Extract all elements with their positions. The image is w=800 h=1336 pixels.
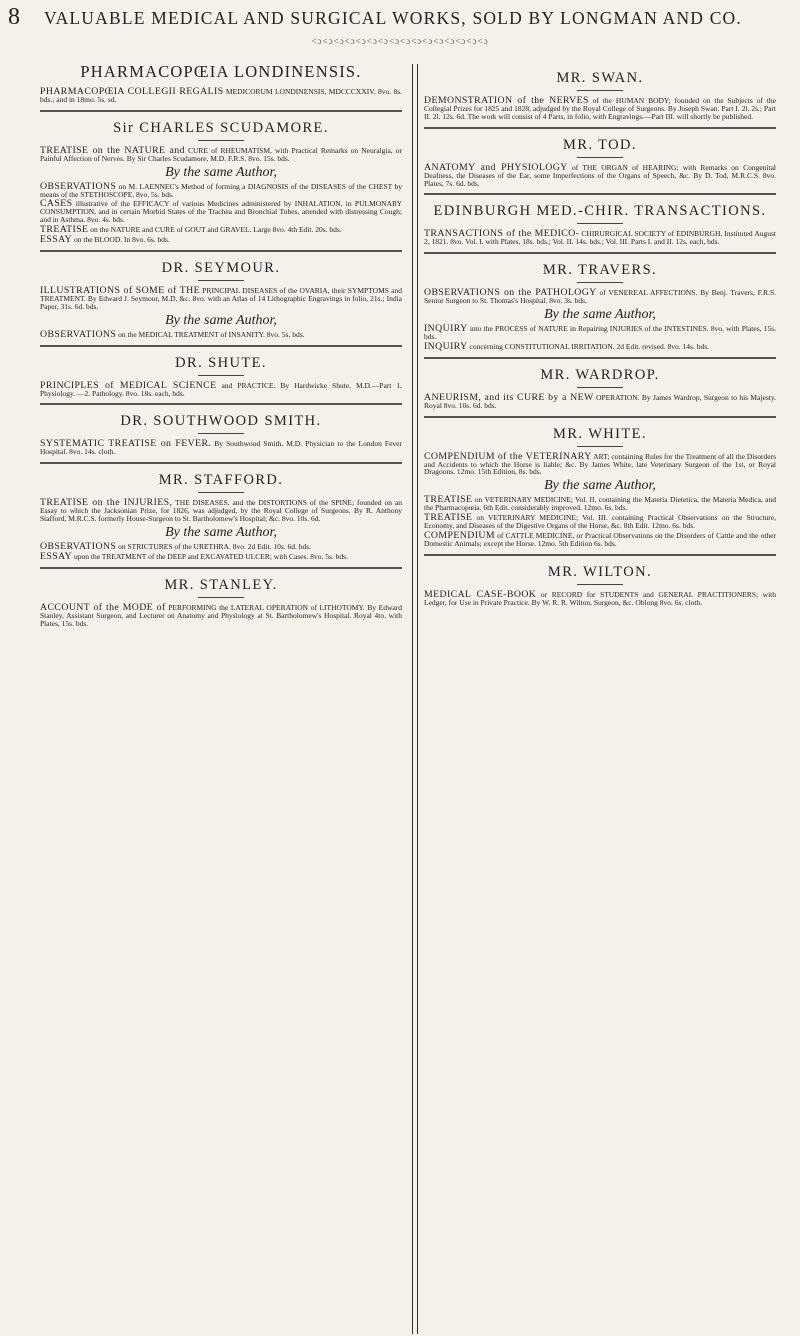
author-dash: [577, 157, 623, 158]
entry-details: or RECORD for STUDENTS and GENERAL PRACTITIONERS; with Ledger, for Use in Private Practice. By W. R. R. Wilton, Surgeon, &c. Oblong 8vo. 6s. cloth.: [424, 589, 776, 607]
entry-details: of THE ORGAN of HEARING; with Remarks on Congenital Deafness, the Diseases of the Ear, some Imperfections of the Organs of Speech, &c. By D. Tod, M.R.C.S. 8vo. Plates, 7s. 6d. bds.: [424, 162, 776, 188]
column-heading: PHARMACOPŒIA LONDINENSIS.: [80, 62, 362, 81]
book-entry: [40, 440, 402, 456]
section-rule: [424, 127, 776, 129]
book-entry: [40, 236, 402, 244]
book-entry: [40, 328, 402, 340]
entry-details: of CATTLE MEDICINE, or Practical Observations on the Disorders of Cattle and the other Domestic Animals; except the Horse. 12mo. 5th Edition 6s. bds.: [424, 530, 776, 548]
header-title: VALUABLE MEDICAL AND SURGICAL WORKS, SOLD BY LONGMAN AND CO.: [44, 8, 742, 28]
entry-details: of VENEREAL AFFECTIONS. By Benj. Travers, F.R.S. Senior Surgeon to St. Thomas's Hospital. 8vo. 3s. bds.: [424, 288, 776, 306]
book-entry: [40, 550, 402, 562]
entry-details: on VETERINARY MEDICINE; Vol. III. containing Practical Observations on the Structure, Economy, and Diseases of the Digestive Organs of the Horse, &c. 8th Edit. 12mo. 6s. bds.: [424, 513, 776, 531]
book-entry: [40, 540, 402, 552]
entry-title: PRINCIPLES of MEDICAL SCIENCE: [40, 379, 217, 391]
entry-details: on STRICTURES of the URETHRA. 8vo. 2d Edit. 10s. 6d. bds.: [116, 541, 312, 551]
entry-title: OBSERVATIONS: [40, 328, 117, 340]
author-heading: DR. SEYMOUR.: [161, 259, 281, 276]
entry-title: TREATISE: [40, 224, 89, 236]
book-entry: [40, 200, 402, 224]
book-entry: [40, 144, 403, 163]
entry-details: OPERATION. By James Wardrop, Surgeon to his Majesty. Royal 8vo. 10s. 6d. bds.: [424, 392, 776, 410]
author-heading: MR. STAFFORD.: [158, 472, 284, 489]
running-header: [8, 4, 788, 31]
entry-details: upon the TREATMENT of the DEEP and EXCAVATED ULCER; with Cases. 8vo. 5s. bds.: [72, 551, 348, 561]
entry-title: COMPENDIUM: [424, 529, 495, 541]
book-entry: [424, 161, 776, 188]
entry-title: SYSTEMATIC TREATISE on FEVER.: [40, 438, 212, 450]
entry-title: CASES: [40, 198, 73, 210]
author-dash: [198, 280, 244, 281]
author-heading: MR. STANLEY.: [164, 576, 278, 593]
author-heading: Sir CHARLES SCUDAMORE.: [113, 119, 329, 136]
author-dash: [577, 387, 623, 388]
same-author-note: By the same Author,: [165, 524, 277, 540]
book-entry: [40, 226, 402, 234]
entry-details: and PRACTICE. By Hardwicke Shute, M.D.—Part 1. Physiology. —2. Pathology. 8vo. 18s. each, bds.: [40, 380, 402, 398]
author-heading: EDINBURGH MED.-CHIR. TRANSACTIONS.: [433, 203, 767, 220]
entry-details: on VETERINARY MEDICINE; Vol. II. containing the Materia Dietetica, the Materia Medica, and the Pharmacopœia. 6th Edit. considerably improved. 12mo. 6s. bds.: [424, 495, 776, 513]
author-dash: [577, 584, 623, 585]
book-entry: [424, 230, 776, 246]
book-entry: [40, 379, 402, 398]
author-dash: [577, 223, 623, 224]
book-entry: [424, 514, 776, 530]
entry-details: ART; containing Rules for the Treatment of all the Disorders and Accidents to which the Horse is liable; &c. By James White, late Veterinary Surgeon of the 1st, or Royal Dragoons. 12mo. 15th Edition, 8s. bds.: [424, 451, 776, 477]
entry-title: OBSERVATIONS on the PATHOLOGY: [424, 287, 597, 299]
same-author-note: By the same Author,: [544, 478, 656, 494]
page-number: 8: [8, 4, 22, 30]
entry-title: ESSAY: [40, 234, 73, 246]
author-heading: DR. SHUTE.: [175, 354, 267, 371]
entry-title: MEDICAL CASE-BOOK: [424, 588, 537, 600]
entry-title: INQUIRY: [424, 340, 468, 352]
book-entry: [424, 97, 776, 121]
author-dash: [198, 492, 244, 493]
entry-title: ANEURISM, and its CURE by a NEW: [424, 391, 594, 403]
entry-details: concerning CONSTITUTIONAL IRRITATION. 2d Edit. revised. 8vo. 14s. bds.: [467, 341, 710, 351]
book-entry: [424, 325, 776, 341]
author-dash: [198, 433, 244, 434]
entry-title: TREATISE: [424, 512, 473, 524]
author-heading: MR. TRAVERS.: [542, 262, 658, 279]
entry-details: illustrative of the EFFICACY of various Medicines administered by INHALATION, in PULMONARY CONSUMPTION, and in certain Morbid States of the Trachea and Bronchial Tubes, attended with distressing Cough; and in Asthma. 8vo. 4s. bds.: [40, 199, 402, 225]
author-heading: MR. WILTON.: [547, 563, 653, 580]
book-entry: [424, 340, 776, 352]
book-entry: [424, 391, 776, 410]
section-rule: [424, 554, 776, 556]
entry-details: PERFORMING the LATERAL OPERATION of LITHOTOMY. By Edward Stanley, Assistant Surgeon, and Lecturer on Anatomy and Physiology at St. Bartholomew's Hospital. Royal 4to. with Plates, 15s. bds.: [40, 602, 402, 628]
section-rule: [424, 193, 776, 195]
entry-details: MEDICORUM LONDINENSIS, MDCCCXXIV. 8vo. 8s. bds.; and in 18mo. 5s. sd.: [40, 87, 402, 104]
entry-details: PRINCIPAL DISEASES of the OVARIA, their SYMPTOMS and TREATMENT. By Edward J. Seymour, M.D. &c. 8vo. with an Atlas of 14 Lithographic Engravings in folio, 21s.; India Paper, 31s. 6d. bds.: [40, 285, 402, 311]
right-column: [424, 62, 776, 1336]
entry-details: of the HUMAN BODY; founded on the Subjects of the Collegial Prizes for 1825 and 1828, adjudged by the Royal College of Surgeons. By Joseph Swan. Part I. 2l. 2s.; Part II. 2l. 12s. 6d. The work will consist of 4 Parts, in folio, with Engravings.—Part III. will shortly be published.: [424, 96, 776, 121]
left-column: [40, 62, 402, 1336]
section-rule: [40, 110, 402, 112]
entry-title: OBSERVATIONS: [40, 540, 117, 552]
author-dash: [577, 90, 623, 91]
author-dash: [198, 597, 244, 598]
entry-title: OBSERVATIONS: [40, 180, 117, 192]
entry-details: on M. LAENNEC's Method of forming a DIAGNOSIS of the DISEASES of the CHEST by means of the STETHOSCOPE. 8vo. 5s. bds.: [40, 181, 402, 199]
entry-details: on the BLOOD. In 8vo. 6s. bds.: [72, 235, 170, 245]
section-rule: [40, 403, 402, 405]
entry-title: TREATISE on the INJURIES,: [40, 497, 173, 509]
column-divider: [412, 64, 418, 1334]
entry-title: INQUIRY: [424, 323, 468, 335]
author-heading: MR. WHITE.: [553, 425, 647, 442]
entry-details: on the NATURE and CURE of GOUT and GRAVEL. Large 8vo. 4th Edit. 20s. bds.: [88, 225, 342, 235]
entry-title: TREATISE: [424, 494, 473, 506]
author-dash: [577, 446, 623, 447]
entry-title: DEMONSTRATION of the NERVES: [424, 95, 589, 106]
author-heading: MR. TOD.: [563, 136, 637, 153]
entry-title: ACCOUNT of the MODE of: [40, 601, 166, 613]
entry-details: By Southwood Smith, M.D. Physician to the London Fever Hospital. 8vo. 14s. cloth.: [40, 439, 403, 457]
section-rule: [424, 252, 776, 254]
section-rule: [424, 416, 776, 418]
author-dash: [198, 375, 244, 376]
entry-title: PHARMACOPŒIA COLLEGII REGALIS: [40, 86, 224, 97]
entry-details: CURE of RHEUMATISM, with Practical Remarks on Neuralgia, or Painful Affection of Nerves. By Sir Charles Scudamore, M.D. F.R.S. 8vo. 15s. bds.: [40, 145, 403, 163]
entry-title: COMPENDIUM of the VETERINARY: [424, 450, 592, 462]
book-entry: [40, 499, 402, 523]
author-dash: [198, 140, 244, 141]
entry-details: on the MEDICAL TREATMENT of INSANITY. 8vo. 5s. bds.: [116, 329, 305, 339]
entry-details: CHIRURGICAL SOCIETY of EDINBURGH. Instituted August 2, 1821. 8vo. Vol. I. with Plates, 18s. bds.; Vol. II. 14s. bds.; Vol. III. Parts I. and II. 12s. each, bds.: [424, 229, 776, 247]
section-rule: [40, 567, 402, 569]
book-entry: [40, 284, 402, 311]
entry-details: THE DISEASES, and the DISTORTIONS of the SPINE; founded on an Essay to which the Jacksonian Prize, for 1826, was adjudged, by the Royal College of Surgeons. By R. Anthony Stafford, M.R.C.S. formerly House-Surgeon to St. Bartholomew's Hospital; &c. 8vo. 10s. 6d.: [40, 498, 402, 524]
entry-title: ESSAY: [40, 550, 73, 562]
book-entry: [424, 588, 776, 607]
section-rule: [40, 345, 402, 347]
entry-title: TREATISE on the NATURE and: [40, 144, 185, 156]
entry-title: ANATOMY and PHYSIOLOGY: [424, 161, 568, 173]
same-author-note: By the same Author,: [165, 312, 277, 328]
section-rule: [424, 357, 776, 359]
book-entry: [40, 88, 402, 104]
section-rule: [40, 250, 402, 252]
book-entry: [424, 529, 776, 548]
book-entry: [424, 496, 776, 512]
same-author-note: By the same Author,: [544, 307, 656, 323]
book-entry: [424, 289, 776, 305]
entry-details: into the PROCESS of NATURE in Repairing INJURIES of the INTESTINES. 8vo. with Plates, 15s. bds.: [424, 324, 776, 341]
author-heading: DR. SOUTHWOOD SMITH.: [120, 413, 322, 430]
book-entry: [40, 180, 402, 199]
author-heading: MR. SWAN.: [556, 70, 644, 86]
book-entry: [424, 450, 776, 477]
ornament-rule: <ɔ<ɔ<ɔ<ɔ<ɔ<ɔ<ɔ<ɔ<ɔ<ɔ<ɔ<ɔ<ɔ<ɔ<ɔ<ɔ: [311, 36, 489, 46]
book-entry: [40, 601, 402, 628]
entry-title: TRANSACTIONS of the MEDICO-: [424, 228, 580, 240]
section-rule: [40, 462, 402, 464]
author-dash: [577, 282, 623, 283]
author-heading: MR. WARDROP.: [540, 366, 660, 383]
same-author-note: By the same Author,: [165, 164, 277, 180]
entry-title: ILLUSTRATIONS of SOME of THE: [40, 284, 201, 296]
